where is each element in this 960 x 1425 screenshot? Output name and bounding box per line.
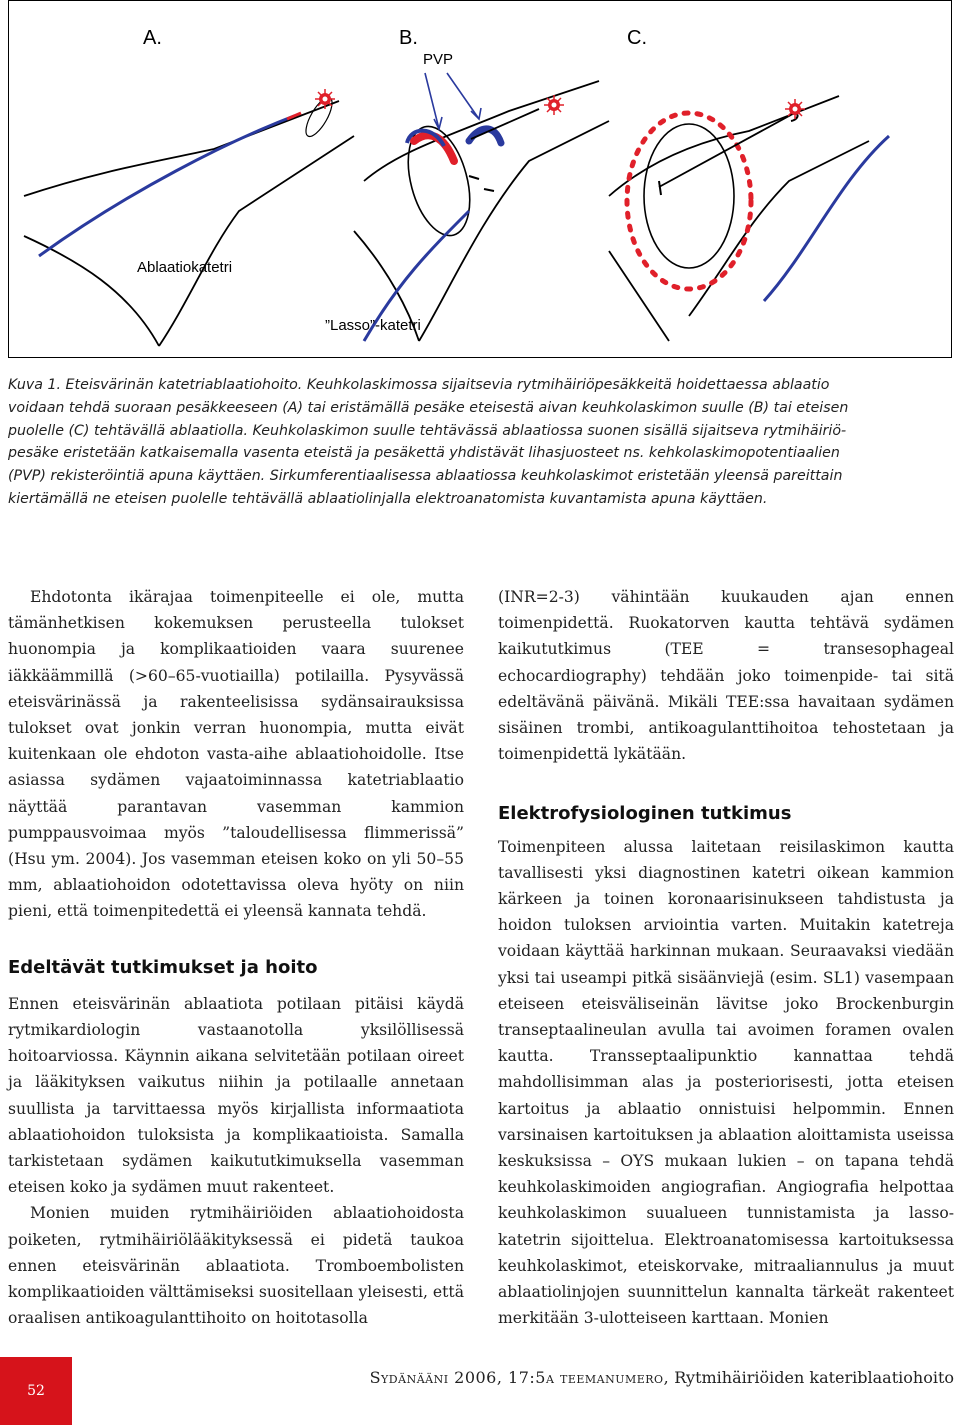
lasso-catheter-b (469, 129, 501, 143)
body-paragraph: Ennen eteisvärinän ablaatiota potilaan pitäisi käydä rytmikardiologin vastaanotolla yksilöllisessä hoitoarviossa. Käynnin aikana selvitetään potilaan oireet ja lääkityksen vaikutus niihin ja potilaalle annetaan suullista ja tarvittaessa myös kirjallista informaatiota ablaatiohoidon tuloksista ja komplikaatioista. Samalla tarkistetaan sydämen kaikututkimuksella vasemman eteisen koko ja sydämen muut rakenteet. (8, 994, 464, 1197)
ablation-diagram (9, 1, 953, 359)
vein-b (354, 73, 609, 341)
body-paragraph: Toimenpiteen alussa laitetaan reisilaskimon kautta tavallisesti yksi diagnostinen katetri oikean kammion kärkeen ja toinen koronaarisinukseen tahdistusta ja hoidon tuloksen arviointia varten. Muitakin katetreja voidaan käyttää harkinnan mukaan. Seuraavaksi viedään yksi tai useampi pitkä sisäänviejä (esim. SL1) vasempaan eteiseen eteisväliseinän lävitse joko Brockenburgin transeptaalineulan avulla tai avoimen foramen ovalen kautta. Transseptaalipunktio kannattaa tehdä mahdollisimman alas ja posteriorisesti, jotta eteisen kartoitus ja ablaatio onnistuisi helpommin. Ennen varsinaisen kartoituksen ja ablaation aloittamista useissa keskuksissa – OYS mukaan lukien – on tapana tehdä keuhkolaskimoiden angiografian. Angiografia helpottaa keuhkolaskimon suualueen tunnistamista ja lasso-katetrin sijoittelua. Elektroanatomisessa kartoituksessa keuhkolaskimot, eteiskorvake, mitraaliannulus ja muut ablaatiolinjojen suunnittelun kannalta tärkeät rakenteet merkitään 3-ulotteiseen karttaan. Monien (498, 837, 954, 1328)
section-heading: Elektrofysiologinen tutkimus (498, 803, 792, 825)
vein-c (609, 96, 889, 341)
pvp-label: PVP (423, 51, 454, 68)
lasso-catheter-label: ”Lasso”-katetri (325, 317, 421, 334)
caption-line: kiertämällä ne eteisen puolelle tehtävällä ablaatiolinjalla elektroanatomista kuvantamista apuna käyttäen. (8, 490, 768, 507)
page-number: 52 (27, 1383, 45, 1399)
journal-name: Sydänääni 2006, 17:5a teemanumero, (369, 1368, 670, 1387)
caption-line: Kuva 1. Eteisvärinän katetriablaatiohoito. Keuhkolaskimossa sijaitsevia rytmihäiriöpesäkkeitä hoidettaessa ablaatio (8, 377, 830, 393)
caption-line: (PVP) rekisteröintiä apuna käyttäen. Sirkumferentiaalisessa ablaatiossa keuhkolaskimot eristetään yleensä pareittain (8, 468, 843, 485)
panel-label-b: B. (399, 27, 418, 49)
focus-star-b (544, 95, 564, 115)
section-heading: Edeltävät tutkimukset ja hoito (8, 956, 318, 978)
body-paragraph: (INR=2-3) vähintään kuukauden ajan ennen toimenpidettä. Ruokatorven kautta tehtävä sydämen kaikututkimus (TEE = transesophageal echocardiography) tehdään joko toimenpide- tai sitä edeltävänä päivänä. Mikäli TEE:ssa havaitaan sydämen sisäinen trombi, antikoagulanttihoitoa tehostetaan ja toimenpidettä lykätään. (498, 588, 954, 764)
running-footer (370, 1368, 954, 1387)
circumferential-line-c (627, 113, 751, 289)
right-column (498, 584, 954, 1331)
vein-a (24, 89, 354, 346)
caption-line: pesäke eristetään katkaisemalla vasenta eteistä ja pesäkettä yhdistävät lihasjuosteet ns. kehkolaskimopotentiaalien (8, 445, 840, 462)
panel-label-a: A. (143, 27, 162, 49)
left-column (8, 584, 464, 1331)
ablation-catheter-c (764, 136, 889, 301)
body-paragraph: Monien muiden rytmihäiriöiden ablaatiohoidosta poiketen, rytmihäiriölääkityksessä ei pidetä taukoa ennen eteisvärinän ablaatiota. Tromboembolisten komplikaatioiden välttämiseksi suositellaan yleisesti, että oraalisen antikoagulanttihoito on hoitotasolla (8, 1204, 464, 1328)
figure-panel (8, 0, 952, 358)
caption-line: puolelle (C) tehtävällä ablaatiolla. Keuhkolaskimon suulle tehtävässä ablaatiossa suonen sisällä sijaitseva rytmihäiriö- (8, 422, 847, 439)
vein-a-opening (301, 94, 337, 140)
ablation-catheter-a (39, 116, 294, 256)
focus-star-c (785, 99, 805, 119)
page-number-box (0, 1357, 72, 1425)
ablation-catheter-label: Ablaatiokatetri (137, 259, 233, 276)
focus-star-a (315, 89, 335, 109)
panel-label-c: C. (627, 27, 647, 49)
body-paragraph: Ehdotonta ikärajaa toimenpiteelle ei ole, mutta tämänhetkisen kokemuksen perusteella tulokset huonompia ja komplikaatioiden vaara suurenee iäkkäämmillä (>60–65-vuotiailla) potilailla. Pysyvässä eteisvärinässä ja rakenteelisissa sydänsairauksissa tulokset ovat jonkin verran huonompia, mutta eivät kuitenkaan ole ehdoton vasta-aihe ablaatiohoidolle. Itse asiassa sydämen vajaatoiminnassa katetriablaatio näyttää parantavan vasemman kammion pumppausvoimaa myös ”taloudellisessa flimmerissä” (Hsu ym. 2004). Jos vasemman eteisen koko on yli 50–55 mm, ablaatiohoidon odotettavissa oleva hyöty on niin pieni, että toimenpitedettä ei yleensä kannata tehdä. (8, 588, 464, 921)
article-title: Rytmihäiriöiden kateriblaatiohoito (674, 1368, 954, 1387)
figure-caption (8, 374, 954, 511)
caption-line: voidaan tehdä suoraan pesäkkeeseen (A) tai eristämällä pesäke eteisestä aivan keuhkolaskimon suulle (B) tai eteisen (8, 399, 849, 416)
